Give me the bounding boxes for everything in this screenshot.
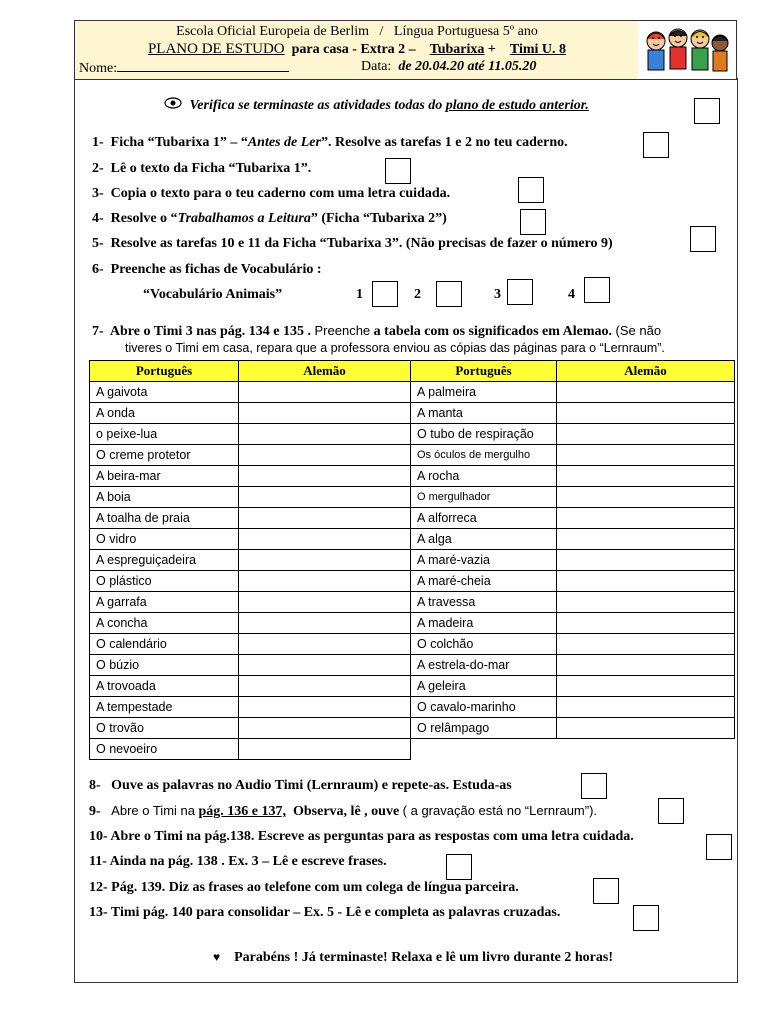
eye-icon — [164, 97, 186, 114]
table-row — [90, 613, 735, 634]
task-6-label-4: 4 — [568, 287, 575, 302]
table-row — [90, 655, 735, 676]
checkbox-task-4[interactable] — [520, 209, 546, 235]
task-13 — [89, 905, 560, 921]
word-pt: A travessa — [411, 592, 557, 613]
checkbox-vocab-2[interactable] — [436, 281, 462, 307]
answer-de[interactable] — [239, 508, 411, 529]
table-row — [90, 487, 735, 508]
header-line-1 — [75, 24, 639, 40]
word-pt: A manta — [411, 403, 557, 424]
task-4-number: 4- — [92, 211, 104, 226]
word-pt: O trovão — [90, 718, 239, 739]
answer-de[interactable] — [557, 382, 735, 403]
checkbox-task-9[interactable] — [658, 798, 684, 824]
table-row — [90, 571, 735, 592]
word-pt: O calendário — [90, 634, 239, 655]
task-3-number: 3- — [92, 186, 104, 201]
intro-text: Verifica se terminaste as atividades todas do — [189, 98, 443, 113]
word-pt: A alforreca — [411, 508, 557, 529]
plus-sign: + — [487, 42, 496, 57]
plan-mid: para casa - Extra 2 – — [291, 42, 416, 57]
table-row — [90, 466, 735, 487]
word-pt: A tempestade — [90, 697, 239, 718]
answer-de[interactable] — [557, 697, 735, 718]
date-label: Data: — [361, 59, 392, 74]
checkbox-task-13[interactable] — [633, 905, 659, 931]
task-1-number: 1- — [92, 135, 104, 150]
intro-line — [164, 97, 589, 114]
answer-de[interactable] — [239, 613, 411, 634]
task-5-number: 5- — [92, 236, 104, 251]
task-11-text: Ainda na pág. 138 . Ex. 3 – Lê e escreve frases. — [109, 854, 387, 869]
word-pt: O vidro — [90, 529, 239, 550]
checkbox-vocab-3[interactable] — [507, 279, 533, 305]
empty-cell — [557, 739, 735, 760]
word-pt: o peixe-lua — [90, 424, 239, 445]
task-3-text: Copia o texto para o teu caderno com uma letra cuidada. — [110, 186, 451, 201]
word-pt: A garrafa — [90, 592, 239, 613]
answer-de[interactable] — [239, 550, 411, 571]
checkbox-vocab-4[interactable] — [584, 277, 610, 303]
word-pt: O mergulhador — [411, 487, 557, 508]
answer-de[interactable] — [557, 424, 735, 445]
table-row — [90, 739, 735, 760]
answer-de[interactable] — [239, 466, 411, 487]
answer-de[interactable] — [557, 403, 735, 424]
word-pt: A madeira — [411, 613, 557, 634]
checkbox-vocab-1[interactable] — [372, 281, 398, 307]
task-8-number: 8- — [89, 778, 101, 793]
table-row — [90, 508, 735, 529]
date-field — [361, 59, 536, 75]
word-pt: A concha — [90, 613, 239, 634]
answer-de[interactable] — [557, 445, 735, 466]
task-1-text-c: ”. Resolve as tarefas 1 e 2 no teu caderno. — [320, 135, 568, 150]
task-7-text-a: Abre o Timi 3 nas pág. 134 e 135 . — [109, 324, 311, 339]
table-row — [90, 592, 735, 613]
answer-de[interactable] — [239, 403, 411, 424]
task-4-text-b: Trabalhamos a Leitura — [177, 211, 311, 226]
word-pt: A maré-cheia — [411, 571, 557, 592]
answer-de[interactable] — [239, 655, 411, 676]
answer-de[interactable] — [239, 445, 411, 466]
word-pt: O cavalo-marinho — [411, 697, 557, 718]
answer-de[interactable] — [557, 508, 735, 529]
task-5-text: Resolve as tarefas 10 e 11 da Ficha “Tubarixa 3”. (Não precisas de fazer o número 9) — [110, 236, 613, 251]
word-pt: A trovoada — [90, 676, 239, 697]
task-9-text-c: Observa, lê , ouve — [293, 804, 400, 819]
header-alemao-1: Alemão — [239, 361, 411, 382]
children-icon — [638, 21, 736, 79]
task-4-text-a: Resolve o “ — [110, 211, 178, 226]
task-13-number: 13- — [89, 905, 108, 920]
task-9-text-d: ( a gravação está no “Lernraum”). — [402, 803, 598, 818]
table-row — [90, 403, 735, 424]
answer-de[interactable] — [557, 529, 735, 550]
task-2 — [92, 161, 311, 177]
task-2-number: 2- — [92, 161, 104, 176]
table-row — [90, 718, 735, 739]
checkbox-task-3[interactable] — [518, 177, 544, 203]
task-11 — [89, 854, 387, 870]
task-1 — [92, 135, 568, 151]
word-pt: A estrela-do-mar — [411, 655, 557, 676]
task-10 — [89, 829, 634, 845]
word-pt: A beira-mar — [90, 466, 239, 487]
header-portugues-2: Português — [411, 361, 557, 382]
answer-de[interactable] — [239, 382, 411, 403]
task-9-text-b: pág. 136 e 137, — [198, 804, 286, 819]
task-9-text-a: Abre o Timi na — [111, 803, 195, 818]
checkbox-intro[interactable] — [694, 98, 720, 124]
footer-text: Parabéns ! Já terminaste! Relaxa e lê um livro durante 2 horas! — [234, 950, 613, 965]
word-pt: A palmeira — [411, 382, 557, 403]
word-pt: O nevoeiro — [90, 739, 239, 760]
date-value: de 20.04.20 até 11.05.20 — [398, 59, 537, 74]
kids-illustration — [638, 20, 737, 80]
word-pt: O plástico — [90, 571, 239, 592]
word-pt: O tubo de respiração — [411, 424, 557, 445]
checkbox-task-2[interactable] — [385, 158, 411, 184]
answer-de[interactable] — [239, 487, 411, 508]
word-pt: O creme protetor — [90, 445, 239, 466]
answer-de[interactable] — [557, 613, 735, 634]
task-6-number: 6- — [92, 262, 104, 277]
task-10-text: Abre o Timi na pág.138. Escreve as perguntas para as respostas com uma letra cuidada. — [110, 829, 634, 844]
empty-cell — [411, 739, 557, 760]
word-pt: Os óculos de mergulho — [411, 445, 557, 466]
header-separator: / — [379, 24, 384, 39]
task-2-text: Lê o texto da Ficha “Tubarixa 1”. — [110, 161, 312, 176]
task-6 — [92, 262, 322, 278]
plan-title: PLANO DE ESTUDO — [147, 41, 285, 57]
task-7-text-c: a tabela com os significados em Alemao. — [373, 324, 613, 339]
task-8-text: Ouve as palavras no Audio Timi (Lernraum) e repete-as. Estuda-as — [111, 778, 512, 793]
task-6-label-2: 2 — [414, 287, 421, 302]
checkbox-task-10[interactable] — [706, 834, 732, 860]
school-name: Escola Oficial Europeia de Berlim — [176, 24, 369, 39]
task-1-text-b: Antes de Ler — [247, 135, 321, 150]
table-row — [90, 676, 735, 697]
answer-de[interactable] — [239, 739, 411, 760]
word-pt: A rocha — [411, 466, 557, 487]
task-6-label-3: 3 — [494, 287, 501, 302]
checkbox-task-11[interactable] — [446, 854, 472, 880]
answer-de[interactable] — [239, 424, 411, 445]
table-row — [90, 634, 735, 655]
word-pt: O relâmpago — [411, 718, 557, 739]
table-row — [90, 529, 735, 550]
answer-de[interactable] — [239, 676, 411, 697]
name-field[interactable] — [79, 59, 289, 77]
table-header-row — [90, 361, 735, 382]
task-5 — [92, 236, 613, 252]
answer-de[interactable] — [557, 655, 735, 676]
task-9-number: 9- — [89, 804, 101, 819]
checkbox-task-8[interactable] — [581, 773, 607, 799]
task-12 — [89, 880, 519, 896]
task-3 — [92, 186, 450, 202]
checkbox-task-5[interactable] — [690, 226, 716, 252]
name-label: Nome: — [79, 61, 118, 76]
word-pt: A alga — [411, 529, 557, 550]
task-7 — [92, 323, 661, 340]
answer-de[interactable] — [557, 571, 735, 592]
answer-de[interactable] — [557, 718, 735, 739]
table-row — [90, 424, 735, 445]
task-7-text-b: Preenche — [314, 323, 371, 338]
name-line[interactable] — [117, 59, 289, 72]
answer-de[interactable] — [557, 487, 735, 508]
word-pt: A espreguiçadeira — [90, 550, 239, 571]
task-7-text-d: (Se não — [615, 323, 662, 338]
task-6-text: Preenche as fichas de Vocabulário : — [110, 262, 322, 277]
task-13-text: Timi pág. 140 para consolidar – Ex. 5 - Lê e completa as palavras cruzadas. — [110, 905, 561, 920]
vocab-table — [89, 360, 735, 760]
word-pt: A onda — [90, 403, 239, 424]
task-11-number: 11- — [89, 854, 107, 869]
answer-de[interactable] — [557, 592, 735, 613]
task-9 — [89, 803, 597, 820]
checkbox-task-1[interactable] — [643, 132, 669, 158]
answer-de[interactable] — [239, 571, 411, 592]
word-pt: A toalha de praia — [90, 508, 239, 529]
header-box — [74, 20, 640, 80]
word-pt: A gaivota — [90, 382, 239, 403]
answer-de[interactable] — [239, 529, 411, 550]
answer-de[interactable] — [557, 550, 735, 571]
header-line-2 — [75, 41, 639, 58]
task-12-text: Pág. 139. Diz as frases ao telefone com um colega de língua parceira. — [111, 880, 519, 895]
header-portugues-1: Português — [90, 361, 239, 382]
table-row — [90, 550, 735, 571]
heart-icon: ♥ — [213, 950, 221, 964]
word-pt: A boia — [90, 487, 239, 508]
footer-line — [213, 950, 613, 966]
task-6-label-1: 1 — [356, 287, 363, 302]
answer-de[interactable] — [239, 634, 411, 655]
table-row — [90, 382, 735, 403]
task-12-number: 12- — [89, 880, 108, 895]
header-alemao-2: Alemão — [557, 361, 735, 382]
task-7-number: 7- — [92, 324, 104, 339]
word-pt: A maré-vazia — [411, 550, 557, 571]
table-row — [90, 445, 735, 466]
answer-de[interactable] — [239, 718, 411, 739]
answer-de[interactable] — [239, 697, 411, 718]
task-4 — [92, 211, 447, 227]
book-tubarixa: Tubarixa — [429, 42, 485, 57]
task-4-text-c: ” (Ficha “Tubarixa 2”) — [310, 211, 447, 226]
answer-de[interactable] — [239, 592, 411, 613]
word-pt: A geleira — [411, 676, 557, 697]
book-timi: Timi U. 8 — [509, 42, 567, 57]
task-10-number: 10- — [89, 829, 108, 844]
task-1-text-a: Ficha “Tubarixa 1” – “ — [110, 135, 248, 150]
task-7-line-2: tiveres o Timi em casa, repara que a professora enviou as cópias das páginas para o “Lernraum”. — [125, 341, 665, 355]
intro-link: plano de estudo anterior. — [445, 98, 589, 113]
task-8 — [89, 778, 512, 794]
answer-de[interactable] — [557, 676, 735, 697]
word-pt: O búzio — [90, 655, 239, 676]
table-row — [90, 697, 735, 718]
answer-de[interactable] — [557, 634, 735, 655]
answer-de[interactable] — [557, 466, 735, 487]
word-pt: O colchão — [411, 634, 557, 655]
checkbox-task-12[interactable] — [593, 878, 619, 904]
subject: Língua Portuguesa 5º ano — [393, 24, 538, 39]
task-6-vocab-animais: “Vocabulário Animais” — [143, 287, 283, 302]
